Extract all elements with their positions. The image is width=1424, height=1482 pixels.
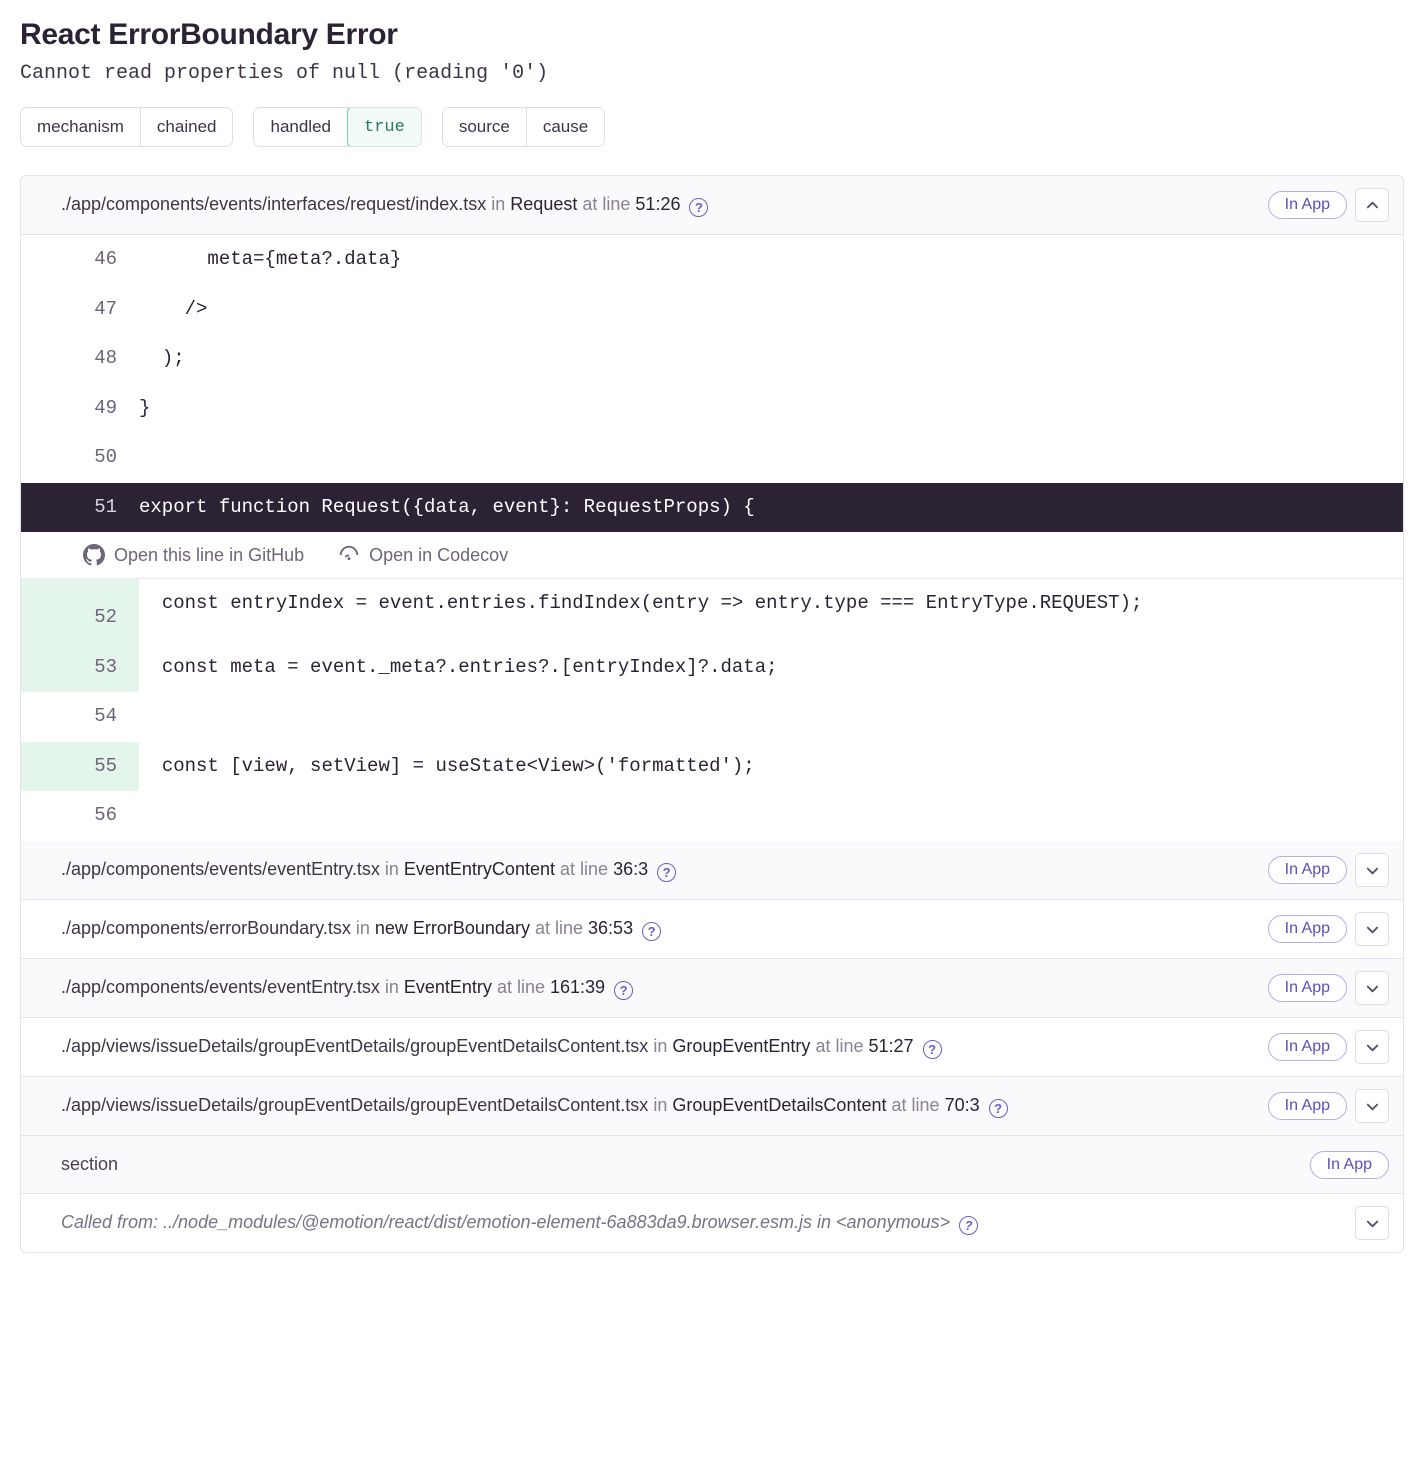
frame-header-expanded[interactable] [21,176,1403,235]
chevron-up-icon[interactable] [1355,188,1389,222]
frame-atline-label: at line [560,859,609,880]
help-icon[interactable]: ? [657,863,676,882]
code-line [21,742,1403,792]
line-code: const [view, setView] = useState<View>('formatted'); [139,754,755,777]
line-number: 55 [21,742,139,792]
frame-filename: ./app/components/errorBoundary.tsx [61,918,351,939]
tag-mechanism-value: chained [141,108,233,146]
line-code: const entryIndex = event.entries.findIndex(entry => entry.type === EntryType.REQUEST); [139,592,1143,615]
frame-title [61,191,1260,219]
frame-in-word: in [653,1036,668,1057]
frame-row[interactable] [21,900,1403,959]
line-number: 46 [94,248,117,270]
frame-line: 51:27 [868,1036,914,1057]
in-app-badge: In App [1268,856,1347,884]
frame-title [61,856,1260,884]
in-app-badge: In App [1268,1033,1347,1061]
line-number: 54 [94,705,117,728]
chevron-down-icon[interactable] [1355,1089,1389,1123]
line-code: } [139,396,151,419]
stack-trace-frames [20,175,1404,1253]
code-line [21,579,1403,643]
frame-in-word: in [355,918,370,939]
chevron-down-icon[interactable] [1355,1030,1389,1064]
frame-filename: ./app/components/events/eventEntry.tsx [61,859,380,880]
in-app-badge: In App [1268,974,1347,1002]
line-code: ); [139,347,185,370]
frame-atline-label: at line [534,918,584,939]
line-code: /> [139,297,208,320]
line-code: export function Request({data, event}: RequestProps) { [139,495,755,518]
chevron-down-icon[interactable] [1355,971,1389,1005]
frame-function: new ErrorBoundary [374,918,530,939]
frame-atline-label: at line [496,977,545,998]
frame-title [61,974,1260,1002]
code-line-highlighted [21,483,1403,533]
open-in-github-label: Open this line in GitHub [114,544,305,565]
line-number: 50 [94,446,117,469]
frame-title [61,915,1260,943]
help-icon[interactable]: ? [989,1099,1008,1118]
help-icon[interactable]: ? [959,1216,978,1235]
frame-line: 161:39 [550,977,606,998]
frame-line: 36:3 [613,859,649,880]
line-number: 47 [94,297,117,320]
in-app-badge: In App [1268,915,1347,943]
frame-row[interactable] [21,1077,1403,1136]
line-number: 52 [21,579,139,643]
tag-handled-key: handled [254,108,348,146]
frame-row[interactable] [21,841,1403,900]
frame-filename: ./app/components/events/eventEntry.tsx [61,977,380,998]
frame-in-word: in [384,859,399,880]
tag-source-key: source [443,108,527,146]
code-line [21,384,1403,434]
anonymous-path: ../node_modules/@emotion/react/dist/emotion-element-6a883da9.browser.esm.js [163,1212,812,1233]
frame-in-word: in [491,194,506,215]
code-line [21,791,1403,841]
code-line [21,643,1403,693]
line-code [139,791,1403,813]
code-line [21,433,1403,483]
frame-function: EventEntry [403,977,492,998]
line-code [139,692,1403,714]
code-line [21,285,1403,335]
frame-function: GroupEventEntry [672,1036,811,1057]
frame-row[interactable] [21,959,1403,1018]
frame-filename: ./app/views/issueDetails/groupEventDetails/groupEventDetailsContent.tsx [61,1095,649,1116]
frame-filename: ./app/views/issueDetails/groupEventDetails/groupEventDetailsContent.tsx [61,1036,649,1057]
tag-source-value: cause [527,108,604,146]
frame-title [61,1209,1347,1237]
help-icon[interactable]: ? [642,922,661,941]
frame-title [61,1033,1260,1061]
line-code: const meta = event._meta?.entries?.[entryIndex]?.data; [139,655,778,678]
page-title: React ErrorBoundary Error [20,18,398,51]
code-action-links [21,532,1403,579]
frame-in-word: in [653,1095,668,1116]
open-in-codecov-link[interactable] [338,544,508,566]
frame-atline-label: at line [582,194,631,215]
frame-function: GroupEventDetailsContent [672,1095,887,1116]
codecov-icon [338,544,360,566]
frame-line: 51:26 [635,194,681,215]
tag-handled[interactable] [253,107,421,147]
code-line [21,692,1403,742]
code-block-after [21,579,1403,841]
chevron-down-icon[interactable] [1355,912,1389,946]
chevron-down-icon[interactable] [1355,1206,1389,1240]
line-number: 49 [94,396,117,419]
frame-atline-label: at line [815,1036,864,1057]
frame-line: 70:3 [944,1095,980,1116]
frame-in-word: in [812,1212,832,1233]
open-in-github-link[interactable] [83,544,304,566]
frame-filename: ./app/components/events/interfaces/request/index.tsx [61,194,487,215]
in-app-badge: In App [1268,1092,1347,1120]
line-code [139,433,1403,455]
tag-mechanism-key: mechanism [21,108,141,146]
help-icon[interactable]: ? [614,981,633,1000]
frame-title [61,1092,1260,1120]
line-code: meta={meta?.data} [139,248,402,270]
anonymous-function: <anonymous> [836,1212,951,1233]
line-number: 51 [94,495,117,518]
chevron-down-icon[interactable] [1355,853,1389,887]
frame-function: EventEntryContent [403,859,555,880]
line-number: 56 [94,804,117,827]
section-row[interactable] [21,1136,1403,1194]
frame-in-word: in [384,977,399,998]
tag-handled-value: true [347,107,422,147]
tag-source[interactable] [442,107,605,147]
help-icon[interactable]: ? [923,1040,942,1059]
called-from-prefix: Called from: [61,1212,164,1233]
code-line [21,235,1403,285]
frame-atline-label: at line [891,1095,940,1116]
code-line [21,334,1403,384]
tag-pill-row [20,107,1404,147]
help-icon[interactable]: ? [689,198,708,217]
frame-row[interactable] [21,1018,1403,1077]
in-app-badge: In App [1268,191,1347,219]
tag-mechanism[interactable] [20,107,233,147]
github-icon [83,544,105,566]
code-block [21,235,1403,532]
error-message: Cannot read properties of null (reading '0') [20,62,549,85]
frame-function: Request [510,194,578,215]
in-app-badge: In App [1310,1151,1389,1179]
open-in-codecov-label: Open in Codecov [369,544,509,565]
line-number: 48 [94,347,117,370]
section-label: section [61,1154,119,1175]
frame-line: 36:53 [588,918,634,939]
frame-row-anonymous[interactable] [21,1194,1403,1252]
line-number: 53 [21,643,139,693]
